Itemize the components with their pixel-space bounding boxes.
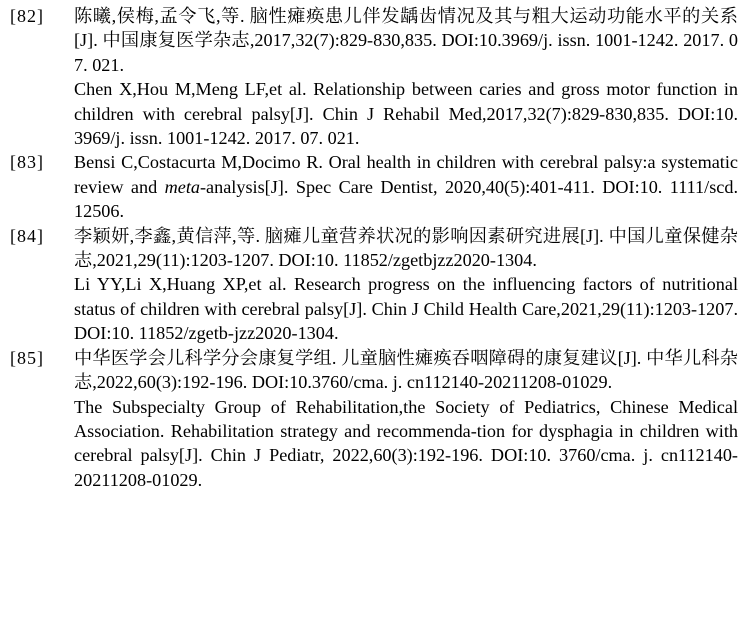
reference-number: [83]	[10, 152, 44, 173]
reference-text-english: The Subspecialty Group of Rehabilitation,the Society of Pediatrics, Chinese Medical Association. Rehabilitation strategy and recommenda-tion for dysphagia in children with cerebral palsy[J]. Chin J Pediatr, 2022,60(3):192-196. DOI:10. 3760/cma. j. cn112140-20211208-01029.	[74, 396, 738, 490]
reference-text-english	[74, 150, 738, 223]
reference-list	[10, 4, 738, 492]
reference-text-chinese: 陈曦,侯梅,孟令飞,等. 脑性瘫痪患儿伴发龋齿情况及其与粗大运动功能水平的关系[J]. 中国康复医学杂志,2017,32(7):829-830,835. DOI:10.3969/j. issn. 1001-1242. 2017. 07. 021.	[74, 6, 738, 75]
reference-83	[10, 150, 738, 223]
reference-number: [84]	[10, 225, 44, 246]
reference-number: [85]	[10, 347, 44, 368]
reference-text-italic: meta	[164, 176, 200, 197]
reference-number: [82]	[10, 6, 44, 26]
reference-text-chinese: 中华医学会儿科学分会康复学组. 儿童脑性瘫痪吞咽障碍的康复建议[J]. 中华儿科杂志,2022,60(3):192-196. DOI:10.3760/cma. j. cn112140-20211208-01029.	[74, 347, 738, 393]
reference-text-english: Chen X,Hou M,Meng LF,et al. Relationship between caries and gross motor function in children with cerebral palsy[J]. Chin J Rehabil Med,2017,32(7):829-830,835. DOI:10. 3969/j. issn. 1001-1242. 2017. 07. 021.	[74, 79, 738, 149]
reference-text-part: Bensi C,Costacurta M,Docimo R. Oral health in children with cerebral palsy:a systematic review and	[74, 152, 738, 197]
reference-text-chinese: 李颖妍,李鑫,黄信萍,等. 脑瘫儿童营养状况的影响因素研究进展[J]. 中国儿童保健杂志,2021,29(11):1203-1207. DOI:10. 11852/zgetbjzz2020-1304.	[74, 225, 738, 271]
reference-82	[10, 4, 738, 150]
reference-text-english: Li YY,Li X,Huang XP,et al. Research progress on the influencing factors of nutritional status of children with cerebral palsy[J]. Chin J Child Health Care,2021,29(11):1203-1207. DOI:10. 11852/zgetb-jzz2020-1304.	[74, 274, 738, 344]
reference-85	[10, 346, 738, 492]
reference-text-part: -analysis[J]. Spec Care Dentist, 2020,40(5):401-411. DOI:10. 1111/scd. 12506.	[74, 176, 738, 222]
reference-84	[10, 224, 738, 346]
